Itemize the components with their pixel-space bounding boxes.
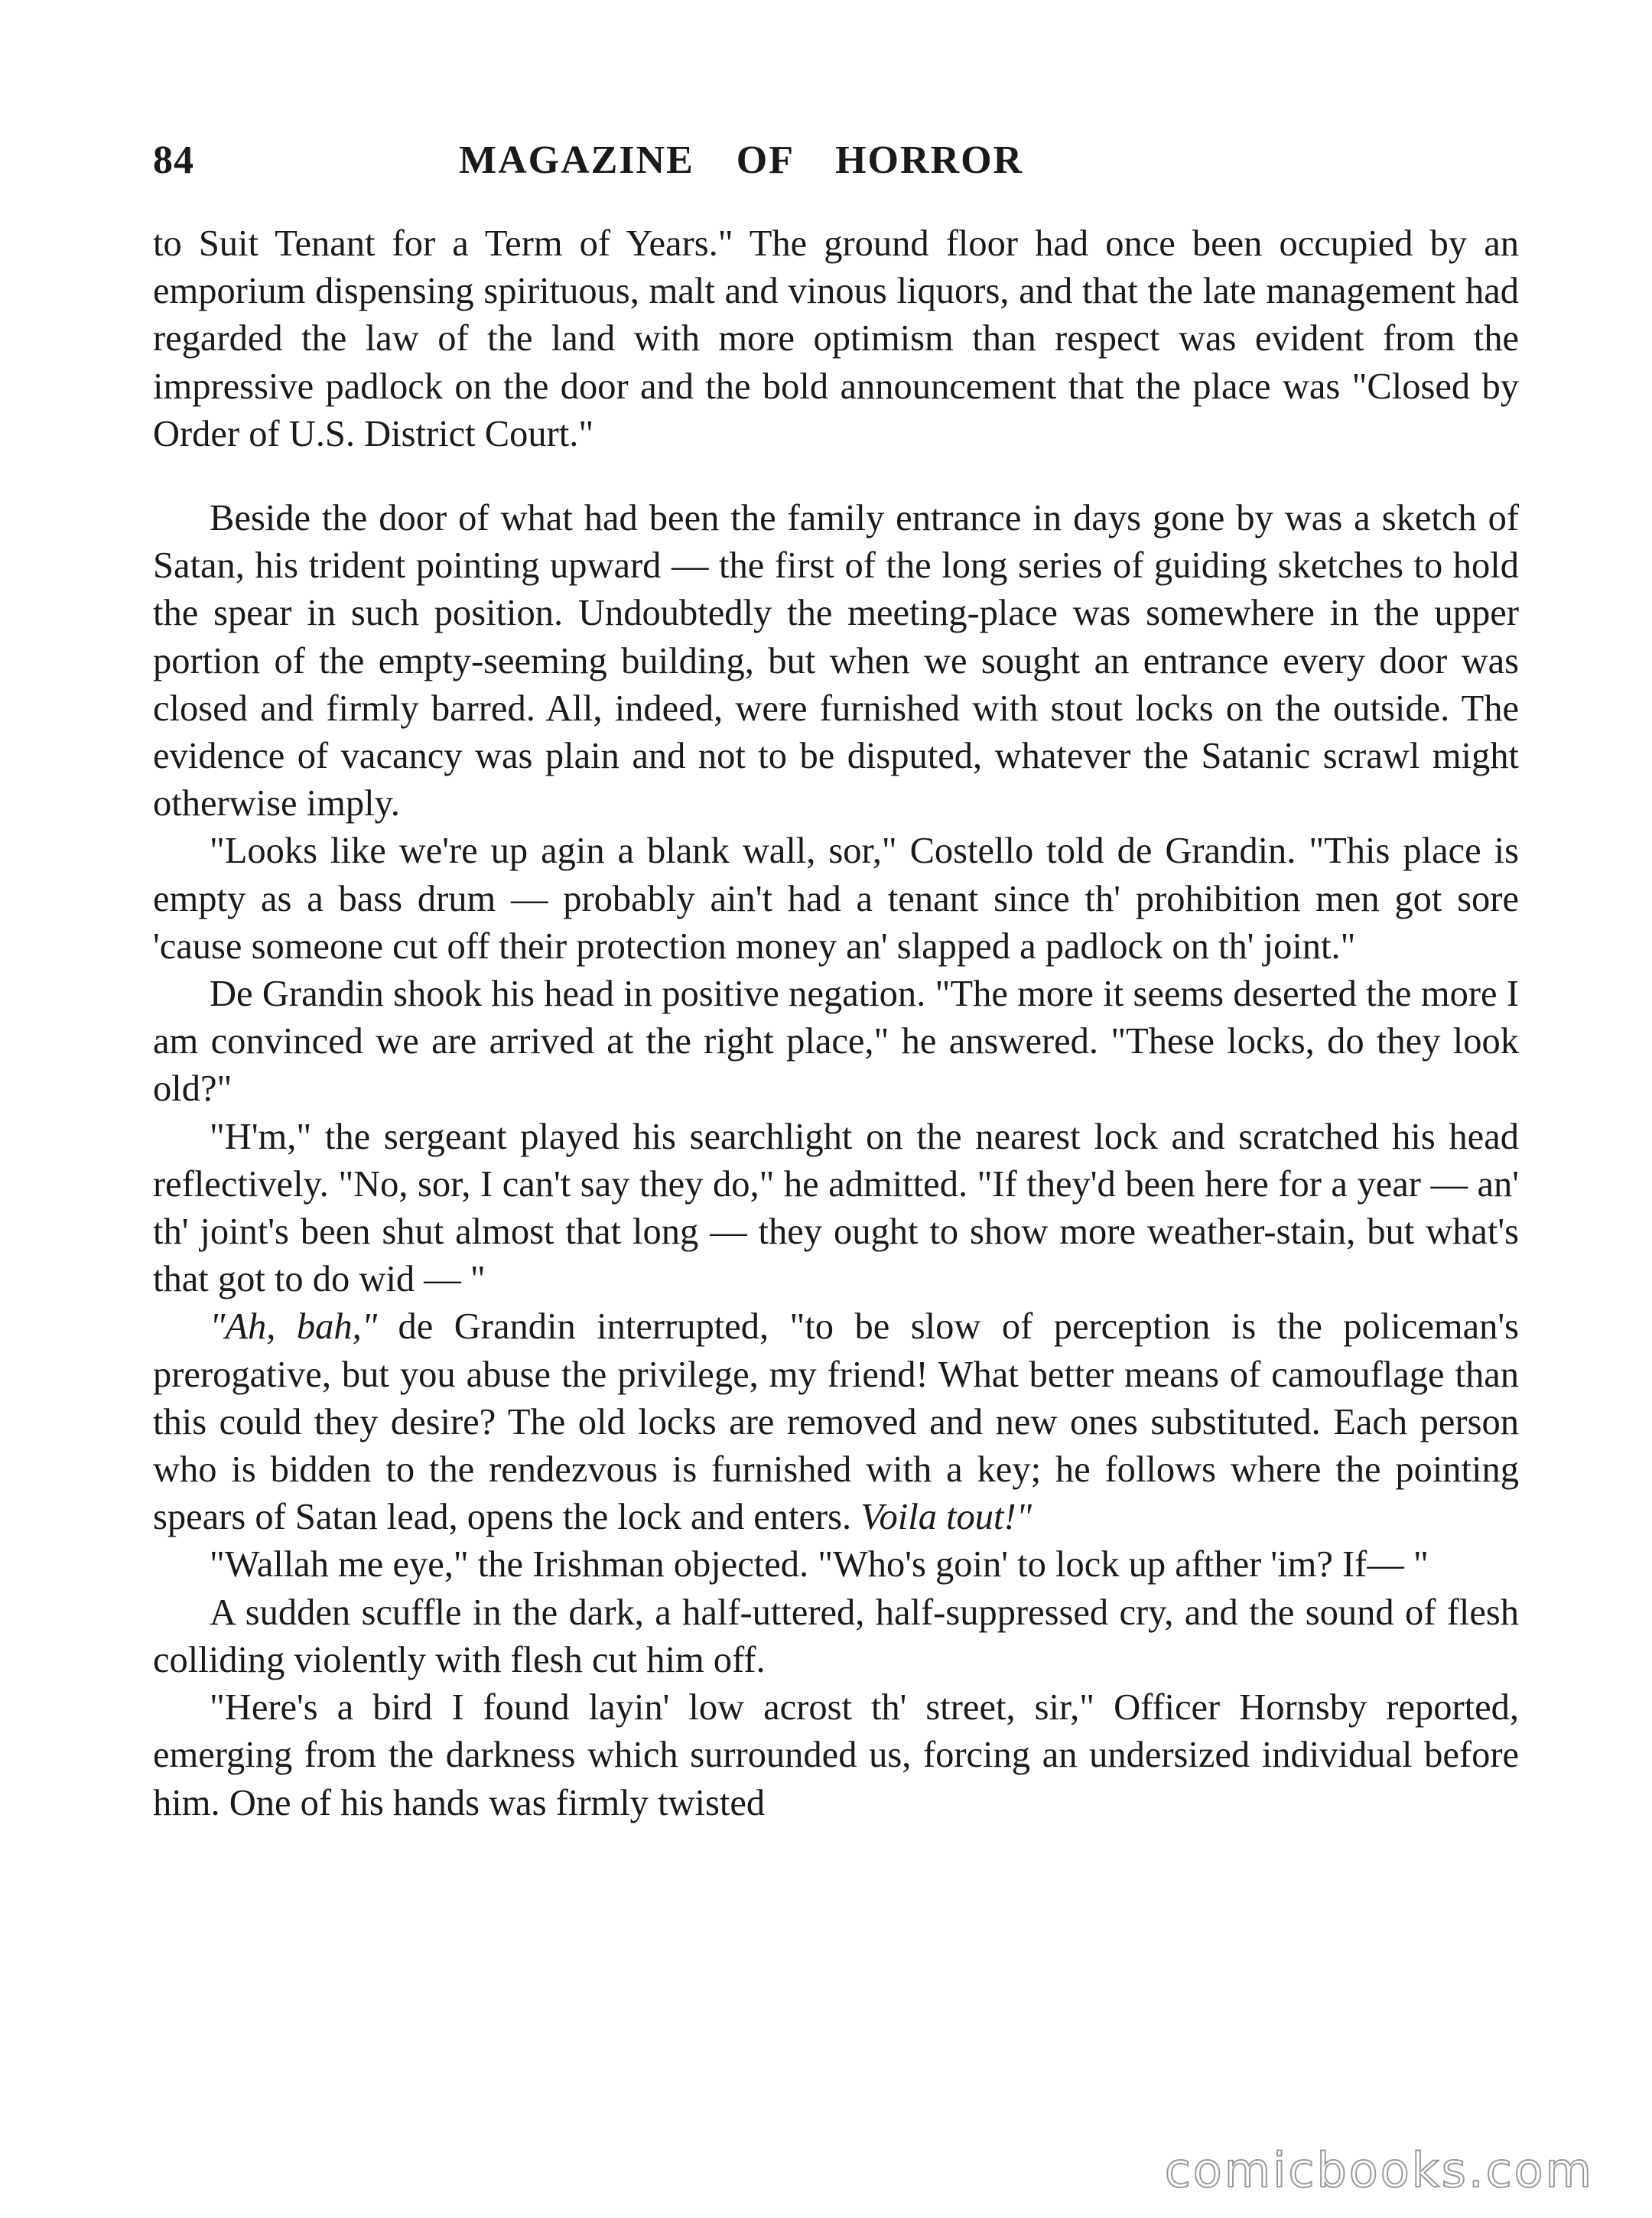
paragraph: "Wallah me eye," the Irishman objected. "Who's goin' to lock up afther 'im? If— ": [210, 1544, 1429, 1585]
paragraph-text: de Grandin interrupted, "to be slow of perception is the policeman's prerogative, but you abuse the privilege, my friend! What better means of camouflage than this could they desire? The old locks are removed and new ones substituted. Each person who is bidden to the rendezvous is furnished with a key; he follows where the pointing spears of Satan lead, opens the lock and enters.: [153, 1306, 1519, 1538]
italic-phrase: "Ah, bah,": [210, 1306, 378, 1348]
page-number: 84: [153, 138, 194, 182]
paragraph: "Looks like we're up agin a blank wall, sor," Costello told de Grandin. "This place is empty as a bass drum — probably ain't had a tenant since th' prohibition men got sore 'cause someone cut off their protection money an' slapped a padlock on th' joint.": [153, 831, 1519, 967]
running-header: [153, 138, 1530, 207]
watermark-logo: comicbooks.com: [1164, 2142, 1594, 2198]
paragraph: A sudden scuffle in the dark, a half-uttered, half-suppressed cry, and the sound of flesh colliding violently with flesh cut him off.: [153, 1592, 1519, 1680]
paragraph: "Here's a bird I found layin' low acrost th' street, sir," Officer Hornsby reported, emerging from the darkness which surrounded us, forcing an undersized individual before him. One of his hands was firmly twisted: [153, 1687, 1519, 1823]
running-title: MAGAZINE OF HORROR: [459, 138, 1024, 182]
article-body: [153, 220, 1519, 1827]
italic-phrase: Voila tout!": [860, 1497, 1032, 1538]
paragraph: "H'm," the sergeant played his searchlight on the nearest lock and scratched his head reflectively. "No, sor, I can't say they do," he admitted. "If they'd been here for a year — an' th' joint's been shut almost that long — they ought to show more weather-stain, but what's that got to do wid — ": [153, 1116, 1519, 1300]
paragraph: [153, 1303, 1519, 1541]
paragraph: Beside the door of what had been the family entrance in days gone by was a sketch of Satan, his trident pointing upward — the first of the long series of guiding sketches to hold the spear in such position. Undoubtedly the meeting-place was somewhere in the upper portion of the empty-seeming building, but when we sought an entrance every door was closed and firmly barred. All, indeed, were furnished with stout locks on the outside. The evidence of vacancy was plain and not to be disputed, whatever the Satanic scrawl might otherwise imply.: [153, 498, 1519, 824]
paragraph: to Suit Tenant for a Term of Years." The ground floor had once been occupied by an emporium dispensing spirituous, malt and vinous liquors, and that the late management had regarded the law of the land with more optimism than respect was evident from the impressive padlock on the door and the bold announcement that the place was "Closed by Order of U.S. District Court.": [153, 223, 1519, 454]
paragraph: De Grandin shook his head in positive negation. "The more it seems deserted the more I am convinced we are arrived at the right place," he answered. "These locks, do they look old?": [153, 974, 1519, 1110]
